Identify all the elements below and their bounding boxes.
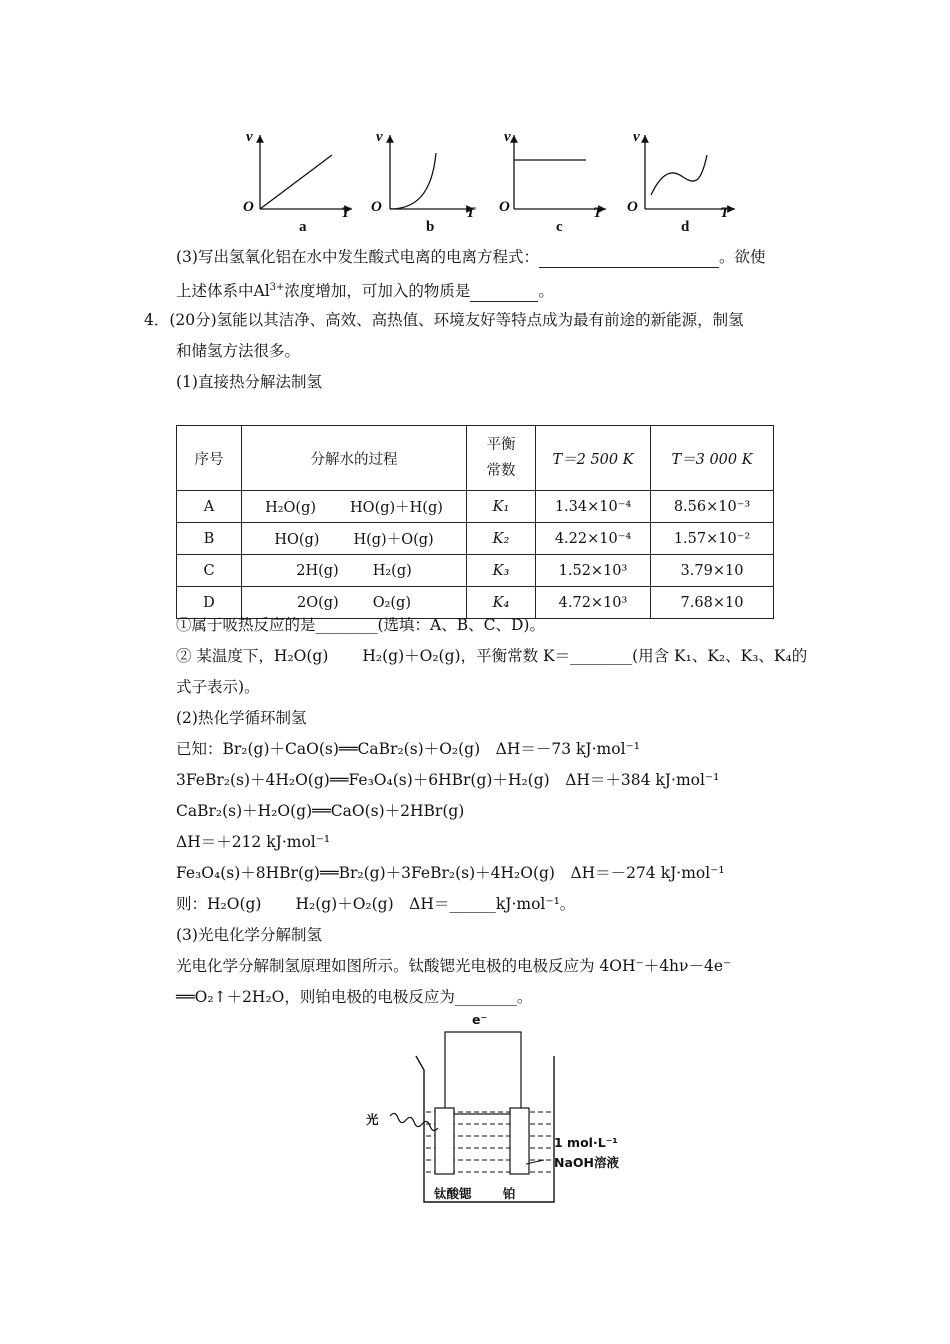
graph-d-origin: O [627,199,638,215]
header-t1: T＝2 500 K [536,426,651,491]
cell-v1: 1.52×10³ [536,555,651,587]
cell-k: K₄ [467,587,536,619]
cell-no: A [177,491,242,523]
header-process: 分解水的过程 [242,426,467,491]
equation-2: 3FeBr₂(s)＋4H₂O(g)══Fe₃O₄(s)＋6HBr(g)＋H₂(g) ΔH＝＋384 kJ·mol⁻¹ [176,771,720,789]
graph-d-t-label: T [720,205,730,221]
equation-5-b: H₂(g)＋O₂(g) ΔH＝______kJ·mol⁻¹。 [295,895,576,913]
cell-v2: 7.68×10 [651,587,774,619]
graph-d-caption: d [681,219,690,235]
cell-no: D [177,587,242,619]
product: H₂(g) [372,562,412,579]
cell-v1: 4.22×10⁻⁴ [536,523,651,555]
graph-a-origin: O [243,199,254,215]
concentration-label: 1 mol·L⁻¹ [554,1135,618,1150]
light-wave [390,1113,438,1130]
q3-line-1-text: (3)写出氢氧化铝在水中发生酸式电离的电离方程式： [176,248,539,266]
header-k-line-2: 常数 [486,463,516,479]
table-row [177,523,774,555]
table-header-row [177,426,774,491]
table-row [177,491,774,523]
graph-d-v-label: v [633,129,640,145]
electron-label: e⁻ [472,1012,488,1027]
q4-part-ii-tail: 式子表示)。 [176,678,260,696]
graph-c-origin: O [499,199,510,215]
equation-1: 已知：Br₂(g)＋CaO(s)══CaBr₂(s)＋O₂(g) ΔH＝－73 kJ·mol⁻¹ [176,740,640,758]
q3-blank-1 [539,251,719,268]
solution-label: NaOH溶液 [554,1155,619,1170]
product: HO(g)＋H(g) [350,500,443,516]
cell-process [242,491,467,523]
reactant: 2O(g) [296,594,339,611]
reactant: 2H(g) [296,562,339,579]
cell-k: K₂ [467,523,536,555]
graph-a-t-label: T [341,205,351,221]
graph-b-v-label: v [376,129,383,145]
cell-no: C [177,555,242,587]
graph-c-v-label: v [504,129,511,145]
graph-b-origin: O [371,199,382,215]
q4-intro-line-1: 4．(20分)氢能以其洁净、高效、高热值、环境友好等特点成为最有前途的新能源，制氢 [144,311,744,329]
cell-k: K₁ [467,491,536,523]
q4-part-ii-a: ② 某温度下，H₂O(g) [176,647,329,665]
q3-al-charge: 3+ [269,282,285,293]
q4-part-iii-2: ══O₂↑＋2H₂O，则铂电极的电极反应为________。 [176,988,533,1006]
equation-3-dh: ΔH＝＋212 kJ·mol⁻¹ [176,833,331,851]
reactant: HO(g) [274,532,320,548]
cell-v1: 1.34×10⁻⁴ [536,491,651,523]
equation-4: Fe₃O₄(s)＋8HBr(g)══Br₂(g)＋3FeBr₂(s)＋4H₂O(g) ΔH＝－274 kJ·mol⁻¹ [176,864,725,882]
right-electrode-label: 铂 [503,1186,516,1201]
cell-process [242,555,467,587]
left-electrode-label: 钛酸锶 [434,1186,472,1201]
q3-line-1-tail: 。欲使 [718,248,766,266]
header-k-line-1: 平衡 [486,437,516,453]
graph-c-t-label: T [593,205,603,221]
table-row [177,555,774,587]
cell-no: B [177,523,242,555]
cell-v2: 1.57×10⁻² [651,523,774,555]
equation-5 [176,893,575,915]
reactant: H₂O(g) [265,500,317,516]
electrochemical-cell-diagram [360,1012,630,1212]
q4-part-i: ①属于吸热反应的是________(选填：A、B、C、D)。 [176,616,545,634]
cell-k: K₃ [467,555,536,587]
header-t2: T＝3 000 K [651,426,774,491]
q4-part-ii [176,645,807,667]
graph-b [370,125,480,237]
q4-sub-3: (3)光电化学分解制氢 [176,926,322,944]
q3-line-2-a: 上述体系中Al [176,282,270,301]
q3-line-1 [176,246,765,268]
equation-3: CaBr₂(s)＋H₂O(g)══CaO(s)＋2HBr(g) [176,802,465,820]
curve-d [651,155,707,195]
cell-v2: 8.56×10⁻³ [651,491,774,523]
header-no: 序号 [177,426,242,491]
graph-b-caption: b [426,219,435,235]
cell-process [242,523,467,555]
q3-line-2-tail: 。 [538,282,554,301]
q4-part-ii-b: H₂(g)＋O₂(g)，平衡常数 K＝________(用含 K₁、K₂、K₃、K₄的 [362,647,808,665]
curve-b [390,153,436,209]
equilibrium-table [176,425,774,619]
light-label: 光 [366,1112,379,1127]
product: H(g)＋O(g) [353,532,434,548]
q3-blank-2 [470,285,538,302]
equation-5-a: 则：H₂O(g) [176,895,262,913]
graph-c-caption: c [556,219,563,235]
header-k [467,426,536,491]
q4-sub-2: (2)热化学循环制氢 [176,709,307,727]
left-electrode [435,1108,454,1174]
cell-v1: 4.72×10³ [536,587,651,619]
cell-v2: 3.79×10 [651,555,774,587]
product: O₂(g) [372,594,411,611]
q4-part-iii-1: 光电化学分解制氢原理如图所示。钛酸锶光电极的电极反应为 4OH⁻＋4hν－4e⁻ [176,957,732,975]
graph-b-t-label: T [466,205,476,221]
graph-a-v-label: v [246,129,253,145]
q4-sub-1: (1)直接热分解法制氢 [176,373,322,391]
q3-line-2 [176,277,554,302]
q3-line-2-b: 浓度增加，可加入的物质是 [284,282,471,301]
q4-intro-line-2: 和储氢方法很多。 [176,342,301,360]
curve-a [260,155,332,209]
graph-a-caption: a [299,219,307,235]
